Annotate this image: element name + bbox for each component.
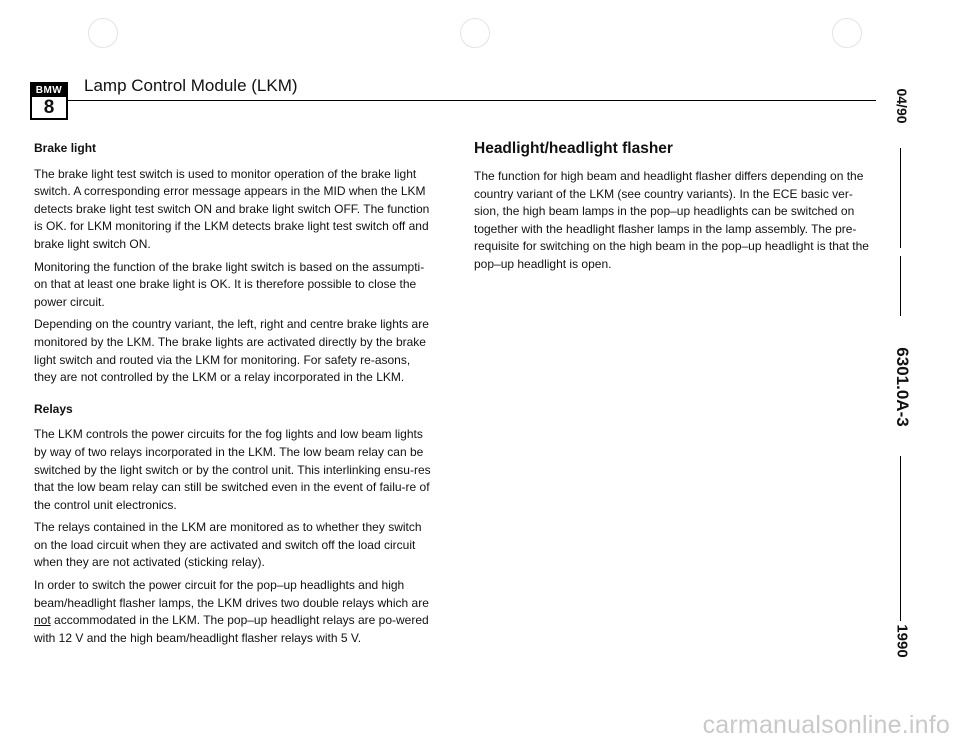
relays-paragraph-3	[34, 577, 434, 647]
relays-paragraph-2: The relays contained in the LKM are monitored as to whether they switch on the load circuit when they are activated and switch off the load circuit when they are not activated (sticking relay).	[34, 520, 422, 570]
logo-series-text: 8	[43, 97, 55, 118]
side-document-number: 6301.0A-3	[893, 347, 912, 427]
brake-light-heading: Brake light	[34, 141, 97, 155]
punch-hole-mark	[88, 18, 118, 48]
headlight-flasher-paragraph: The function for high beam and headlight flasher differs depending on the country variant of the LKM (see country variants). In the ECE basic ver-sion, the high beam lamps in the pop–up headlights can be switched on together with the headlight flasher lamps in the lamp assembly. The pre-requisite for switching on the high beam in the pop–up headlight is that the pop–up headlight is open.	[474, 169, 869, 271]
brake-light-paragraph-3: Depending on the country variant, the left, right and centre brake lights are monitored by the LKM. The brake lights are activated directly by the brake light switch and routed via the LKM for monitoring. For safety re-asons, they are not controlled by the LKM or a relay incorporated in the LKM.	[34, 317, 429, 385]
punch-hole-mark	[460, 18, 490, 48]
right-column	[474, 140, 870, 279]
punch-hole-mark	[832, 18, 862, 48]
page-title: Lamp Control Module (LKM)	[84, 76, 298, 95]
side-date: 04/90	[894, 88, 910, 124]
logo-brand-text: BMW	[32, 84, 66, 97]
side-rule	[900, 148, 901, 248]
relays-heading: Relays	[34, 401, 73, 416]
left-column	[34, 140, 434, 652]
side-rule	[900, 256, 901, 316]
headlight-flasher-heading: Headlight/headlight flasher	[474, 140, 673, 157]
brake-light-paragraph-2: Monitoring the function of the brake light switch is based on the assumpti-on that at least one brake light is OK. It is therefore possible to close the power circuit.	[34, 259, 425, 309]
relays-paragraph-3-end: accommodated in the LKM. The pop–up headlight relays are po-wered with 12 V and the high beam/headlight flasher relays with 5 V.	[34, 613, 429, 645]
watermark: carmanualsonline.info	[702, 711, 950, 739]
relays-paragraph-1: The LKM controls the power circuits for the fog lights and low beam lights by way of two relays incorporated in the LKM. The low beam relay can be switched by the light switch or by the control unit. This interlinking ensu-res that the low beam relay can still be switched even in the event of failu-re of the control unit electronics.	[34, 427, 431, 512]
side-margin-strip	[876, 76, 928, 676]
brake-light-paragraph-1: The brake light test switch is used to monitor operation of the brake light switch. A corresponding error message appears in the MID when the LKM detects brake light test switch ON and brake light switch OFF. The function is OK. for LKM monitoring if the LKM detects brake light test switch off and brake light switch ON.	[34, 166, 430, 251]
header-divider	[68, 100, 876, 101]
bmw-8-series-logo	[30, 82, 68, 120]
underlined-not: not	[34, 613, 51, 628]
relays-paragraph-3-start: In order to switch the power circuit for the pop–up headlights and high beam/headlight flasher lamps, the LKM drives two double relays which are	[34, 578, 429, 610]
side-year: 1990	[893, 624, 911, 658]
side-rule	[900, 456, 901, 621]
